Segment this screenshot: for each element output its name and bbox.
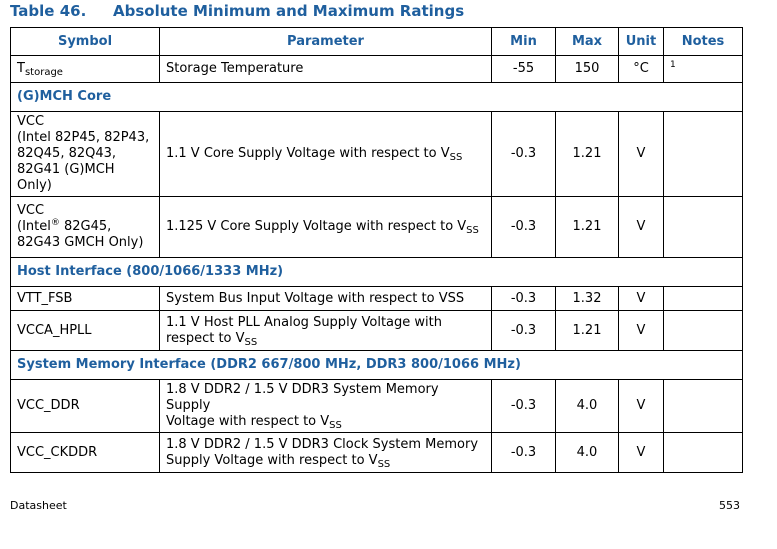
section-row bbox=[11, 258, 743, 287]
cell-min: -0.3 bbox=[492, 197, 556, 258]
cell-notes: 1 bbox=[664, 56, 743, 83]
header-parameter: Parameter bbox=[160, 28, 492, 56]
cell-parameter: System Bus Input Voltage with respect to VSS bbox=[160, 287, 492, 311]
cell-symbol: VCC (Intel® 82G45, 82G43 GMCH Only) bbox=[11, 197, 160, 258]
cell-symbol: VCC_CKDDR bbox=[11, 433, 160, 473]
cell-unit: V bbox=[619, 311, 664, 351]
table-row bbox=[11, 197, 743, 258]
cell-parameter: 1.8 V DDR2 / 1.5 V DDR3 Clock System Memory Supply Voltage with respect to $V_{SS}$ bbox=[160, 433, 492, 473]
table-row bbox=[11, 287, 743, 311]
header-notes: Notes bbox=[664, 28, 743, 56]
cell-notes bbox=[664, 287, 743, 311]
section-row bbox=[11, 351, 743, 380]
header-max: Max bbox=[556, 28, 619, 56]
cell-max: 1.21 bbox=[556, 112, 619, 197]
cell-unit: V bbox=[619, 197, 664, 258]
header-unit: Unit bbox=[619, 28, 664, 56]
page-number: 553 bbox=[719, 499, 740, 512]
ratings-table bbox=[10, 27, 743, 473]
table-title: Absolute Minimum and Maximum Ratings bbox=[113, 2, 465, 20]
cell-symbol: VCC (Intel 82P45, 82P43, 82Q45, 82Q43, 82G41 (G)MCH Only) bbox=[11, 112, 160, 197]
cell-max: 4.0 bbox=[556, 433, 619, 473]
cell-parameter: 1.125 V Core Supply Voltage with respect to $V_{SS}$ bbox=[160, 197, 492, 258]
cell-max: 1.21 bbox=[556, 197, 619, 258]
table-row bbox=[11, 380, 743, 433]
section-title: System Memory Interface (DDR2 667/800 MHz, DDR3 800/1066 MHz) bbox=[11, 351, 743, 380]
cell-parameter: 1.1 V Host PLL Analog Supply Voltage with respect to $V_{SS}$ bbox=[160, 311, 492, 351]
cell-symbol: VTT_FSB bbox=[11, 287, 160, 311]
cell-unit: V bbox=[619, 112, 664, 197]
table-row bbox=[11, 433, 743, 473]
cell-notes bbox=[664, 112, 743, 197]
cell-unit: °C bbox=[619, 56, 664, 83]
cell-max: 4.0 bbox=[556, 380, 619, 433]
cell-parameter: Storage Temperature bbox=[160, 56, 492, 83]
cell-min: -0.3 bbox=[492, 433, 556, 473]
table-header-row bbox=[11, 28, 743, 56]
section-title: Host Interface (800/1066/1333 MHz) bbox=[11, 258, 743, 287]
table-caption bbox=[10, 2, 464, 20]
section-row bbox=[11, 83, 743, 112]
cell-max: 150 bbox=[556, 56, 619, 83]
cell-notes bbox=[664, 197, 743, 258]
footer-label: Datasheet bbox=[10, 499, 67, 512]
cell-unit: V bbox=[619, 287, 664, 311]
cell-min: -0.3 bbox=[492, 380, 556, 433]
cell-min: -55 bbox=[492, 56, 556, 83]
cell-parameter: 1.1 V Core Supply Voltage with respect to $V_{SS}$ bbox=[160, 112, 492, 197]
section-title: (G)MCH Core bbox=[11, 83, 743, 112]
cell-symbol: VCC_DDR bbox=[11, 380, 160, 433]
table-number: Table 46. bbox=[10, 2, 87, 20]
header-symbol: Symbol bbox=[11, 28, 160, 56]
cell-notes bbox=[664, 311, 743, 351]
cell-max: 1.32 bbox=[556, 287, 619, 311]
cell-min: -0.3 bbox=[492, 112, 556, 197]
table-row bbox=[11, 311, 743, 351]
cell-symbol: $T_{storage}$ bbox=[11, 56, 160, 83]
cell-min: -0.3 bbox=[492, 287, 556, 311]
cell-notes bbox=[664, 433, 743, 473]
cell-max: 1.21 bbox=[556, 311, 619, 351]
cell-symbol: VCCA_HPLL bbox=[11, 311, 160, 351]
cell-parameter: 1.8 V DDR2 / 1.5 V DDR3 System Memory Supply Voltage with respect to $V_{SS}$ bbox=[160, 380, 492, 433]
cell-min: -0.3 bbox=[492, 311, 556, 351]
table-row bbox=[11, 112, 743, 197]
header-min: Min bbox=[492, 28, 556, 56]
cell-unit: V bbox=[619, 380, 664, 433]
cell-unit: V bbox=[619, 433, 664, 473]
cell-notes bbox=[664, 380, 743, 433]
table-row bbox=[11, 56, 743, 83]
